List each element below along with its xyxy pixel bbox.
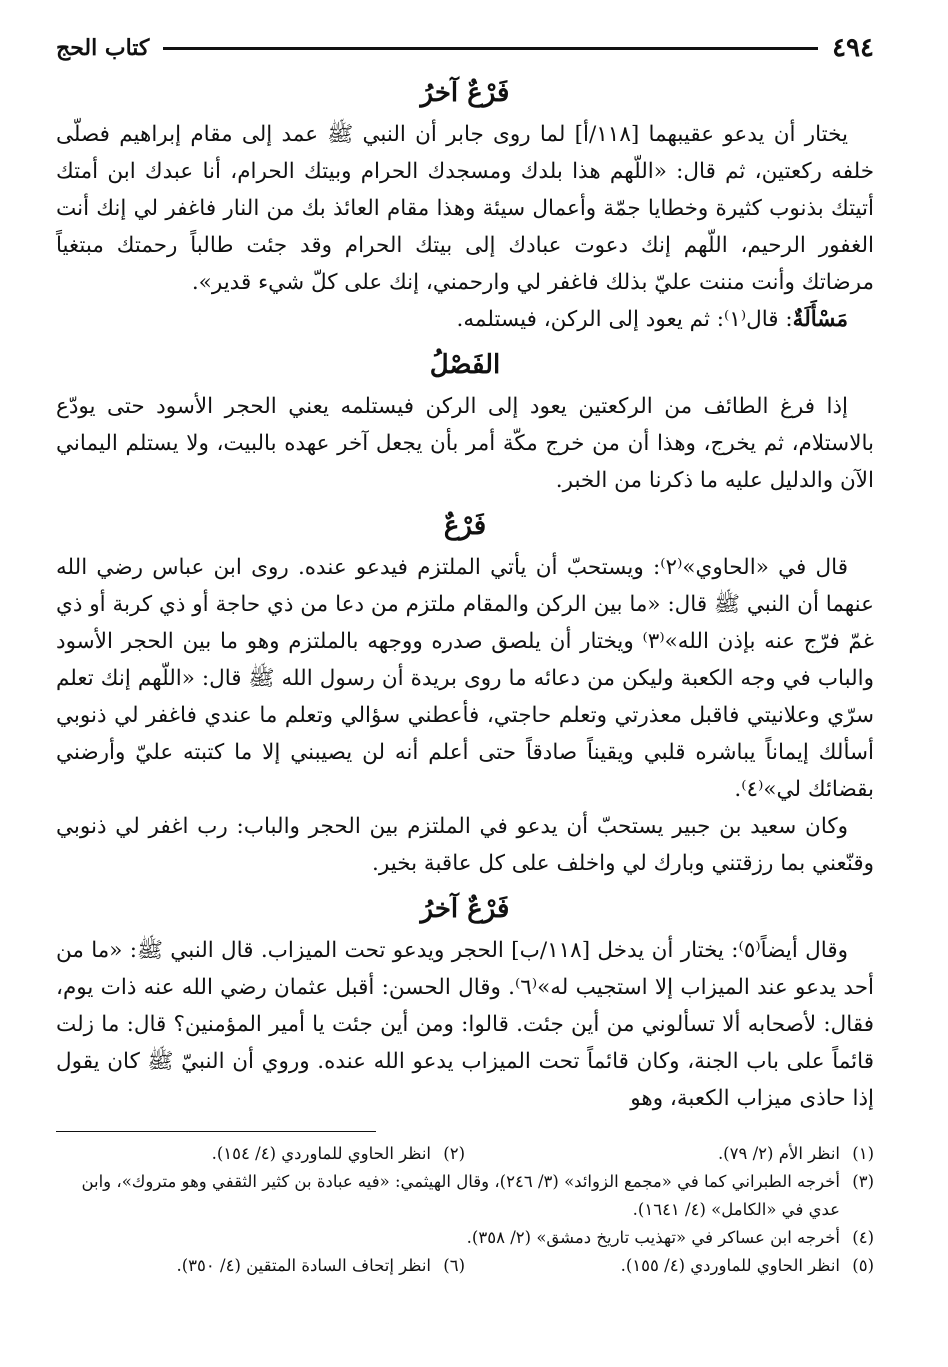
footnote: [56, 1224, 874, 1252]
footnote-number: (٥): [852, 1256, 874, 1275]
section-heading: فَرْعٌ آخرُ: [420, 894, 510, 924]
footnote-text: انظر إتحاف السادة المتقين (٤/ ٣٥٠).: [176, 1256, 431, 1275]
footnote: [56, 1168, 874, 1224]
footnote-number: (٦): [443, 1256, 465, 1275]
footnote-text: انظر الأم (٢/ ٧٩).: [717, 1144, 840, 1163]
footnote-row: [56, 1252, 874, 1280]
footnote-rule: [56, 1131, 376, 1132]
footnote-row: [56, 1140, 874, 1168]
footnote-text: أخرجه ابن عساكر في «تهذيب تاريخ دمشق» (٢/ ٣٥٨).: [466, 1228, 840, 1247]
paragraph: وكان سعيد بن جبير يستحبّ أن يدعو في الملتزم بين الحجر والباب: رب اغفر لي ذنوبي وقنّعني بما رزقتني وبارك لي واخلف على كل عاقبة بخير.: [56, 814, 874, 876]
page-number: ٤٩٤: [832, 33, 874, 63]
footnote-text: انظر الحاوي للماوردي (٤/ ١٥٥).: [620, 1256, 840, 1275]
footnotes: [56, 1140, 874, 1280]
footnote-number: (٤): [852, 1228, 874, 1247]
section-heading: فَرْعٌ: [443, 511, 487, 541]
paragraph: إذا فرغ الطائف من الركعتين يعود إلى الركن فيستلمه يعني الحجر الأسود حتى يودّع بالاستلام، ثم يخرج، وهذا أن من خرج مكّة أمر بأن يجعل آخر عهده بالبيت، ولا يستلم اليماني الآن والدليل عليه ما ذكرنا من الخبر.: [56, 394, 874, 493]
paragraph: قال في «الحاوي»⁽٢⁾: ويستحبّ أن يأتي الملتزم فيدعو عنده. روى ابن عباس رضي الله عنهما أن النبي ﷺ قال: «ما بين الركن والمقام ملتزم من دعا من ذي حاجة أو ذي كربة أو ذي غمّ فرّج عنه بإذن الله»⁽٣⁾ ويختار أن يلصق صدره ووجهه بالملتزم وهو ما بين الحجر الأسود والباب في وجه الكعبة وليكن من دعائه ما روى بريدة أن رسول الله ﷺ قال: «اللّهم إنك تعلم سرّي وعلانيتي فاقبل معذرتي وتعلم حاجتي، فأعطني سؤالي وتعلم ما عندي فاغفر لي ذنوبي أسألك إيماناً يباشره قلبي ويقيناً صادقاً حتى أعلم أنه لن يصيبني إلا ما كتبته عليّ وأرضني بقضائك لي»⁽٤⁾.: [56, 555, 874, 802]
footnote-text: أخرجه الطبراني كما في «مجمع الزوائد» (٣/ ٢٤٦)، وقال الهيثمي: «فيه عبادة بن كثير الثقفي وهو متروك»، وابن عدي في «الكامل» (٤/ ١٦٤١).: [81, 1172, 840, 1219]
running-head: [56, 30, 874, 66]
footnote-number: (٢): [443, 1144, 465, 1163]
header-rule: [163, 47, 818, 50]
footnote: [56, 1252, 465, 1280]
footnote: [56, 1140, 465, 1168]
paragraph: يختار أن يدعو عقيبهما [١١٨/أ] لما روى جابر أن النبي ﷺ عمد إلى مقام إبراهيم فصلّى خلفه ركعتين، ثم قال: «اللّهم هذا بلدك ومسجدك الحرام وبيتك الحرام، أنا عبدك ابن أمتك أتيتك بذنوب كثيرة وخطايا جمّة وأعمال سيئة وهذا مقام العائذ بك من النار فاغفر لي إنك أنت الغفور الرحيم، اللّهم إنك دعوت عبادك إلى بيتك الحرام وقد جئت طالباً رحمتك مبتغياً مرضاتك وأنت مننت عليّ بذلك فاغفر لي وارحمني، إنك على كلّ شيء قدير».: [56, 122, 874, 295]
footnote-text: انظر الحاوي للماوردي (٤/ ١٥٤).: [211, 1144, 431, 1163]
footnote-number: (٣): [852, 1172, 874, 1191]
masala-text: : قال⁽١⁾: ثم يعود إلى الركن، فيستلمه.: [456, 307, 793, 332]
book-title: كتاب الحج: [56, 35, 150, 61]
footnote: [465, 1140, 874, 1168]
footnote: [465, 1252, 874, 1280]
section-heading: فَرْعٌ آخرُ: [420, 78, 510, 108]
book-page: [56, 30, 874, 1280]
masala-label: مَسْأَلَةٌ: [792, 307, 848, 332]
masala-line: [56, 301, 874, 338]
section-heading: الفَصْلُ: [429, 350, 501, 380]
paragraph: وقال أيضاً⁽٥⁾: يختار أن يدخل [١١٨/ب] الحجر ويدعو تحت الميزاب. قال النبي ﷺ: «ما من أحد يدعو عند الميزاب إلا استجيب له»⁽٦⁾. وقال الحسن: أقبل عثمان رضي الله عنه ذات يوم، فقال: لأصحابه ألا تسألوني من أين جئت. قالوا: ومن أين جئت يا أمير المؤمنين؟ قال: ما زلت قائماً على باب الجنة، وكان قائماً تحت الميزاب يدعو الله عنده. وروي أن النبيّ ﷺ كان يقول إذا حاذى ميزاب الكعبة، وهو: [56, 938, 874, 1111]
footnote-number: (١): [852, 1144, 874, 1163]
